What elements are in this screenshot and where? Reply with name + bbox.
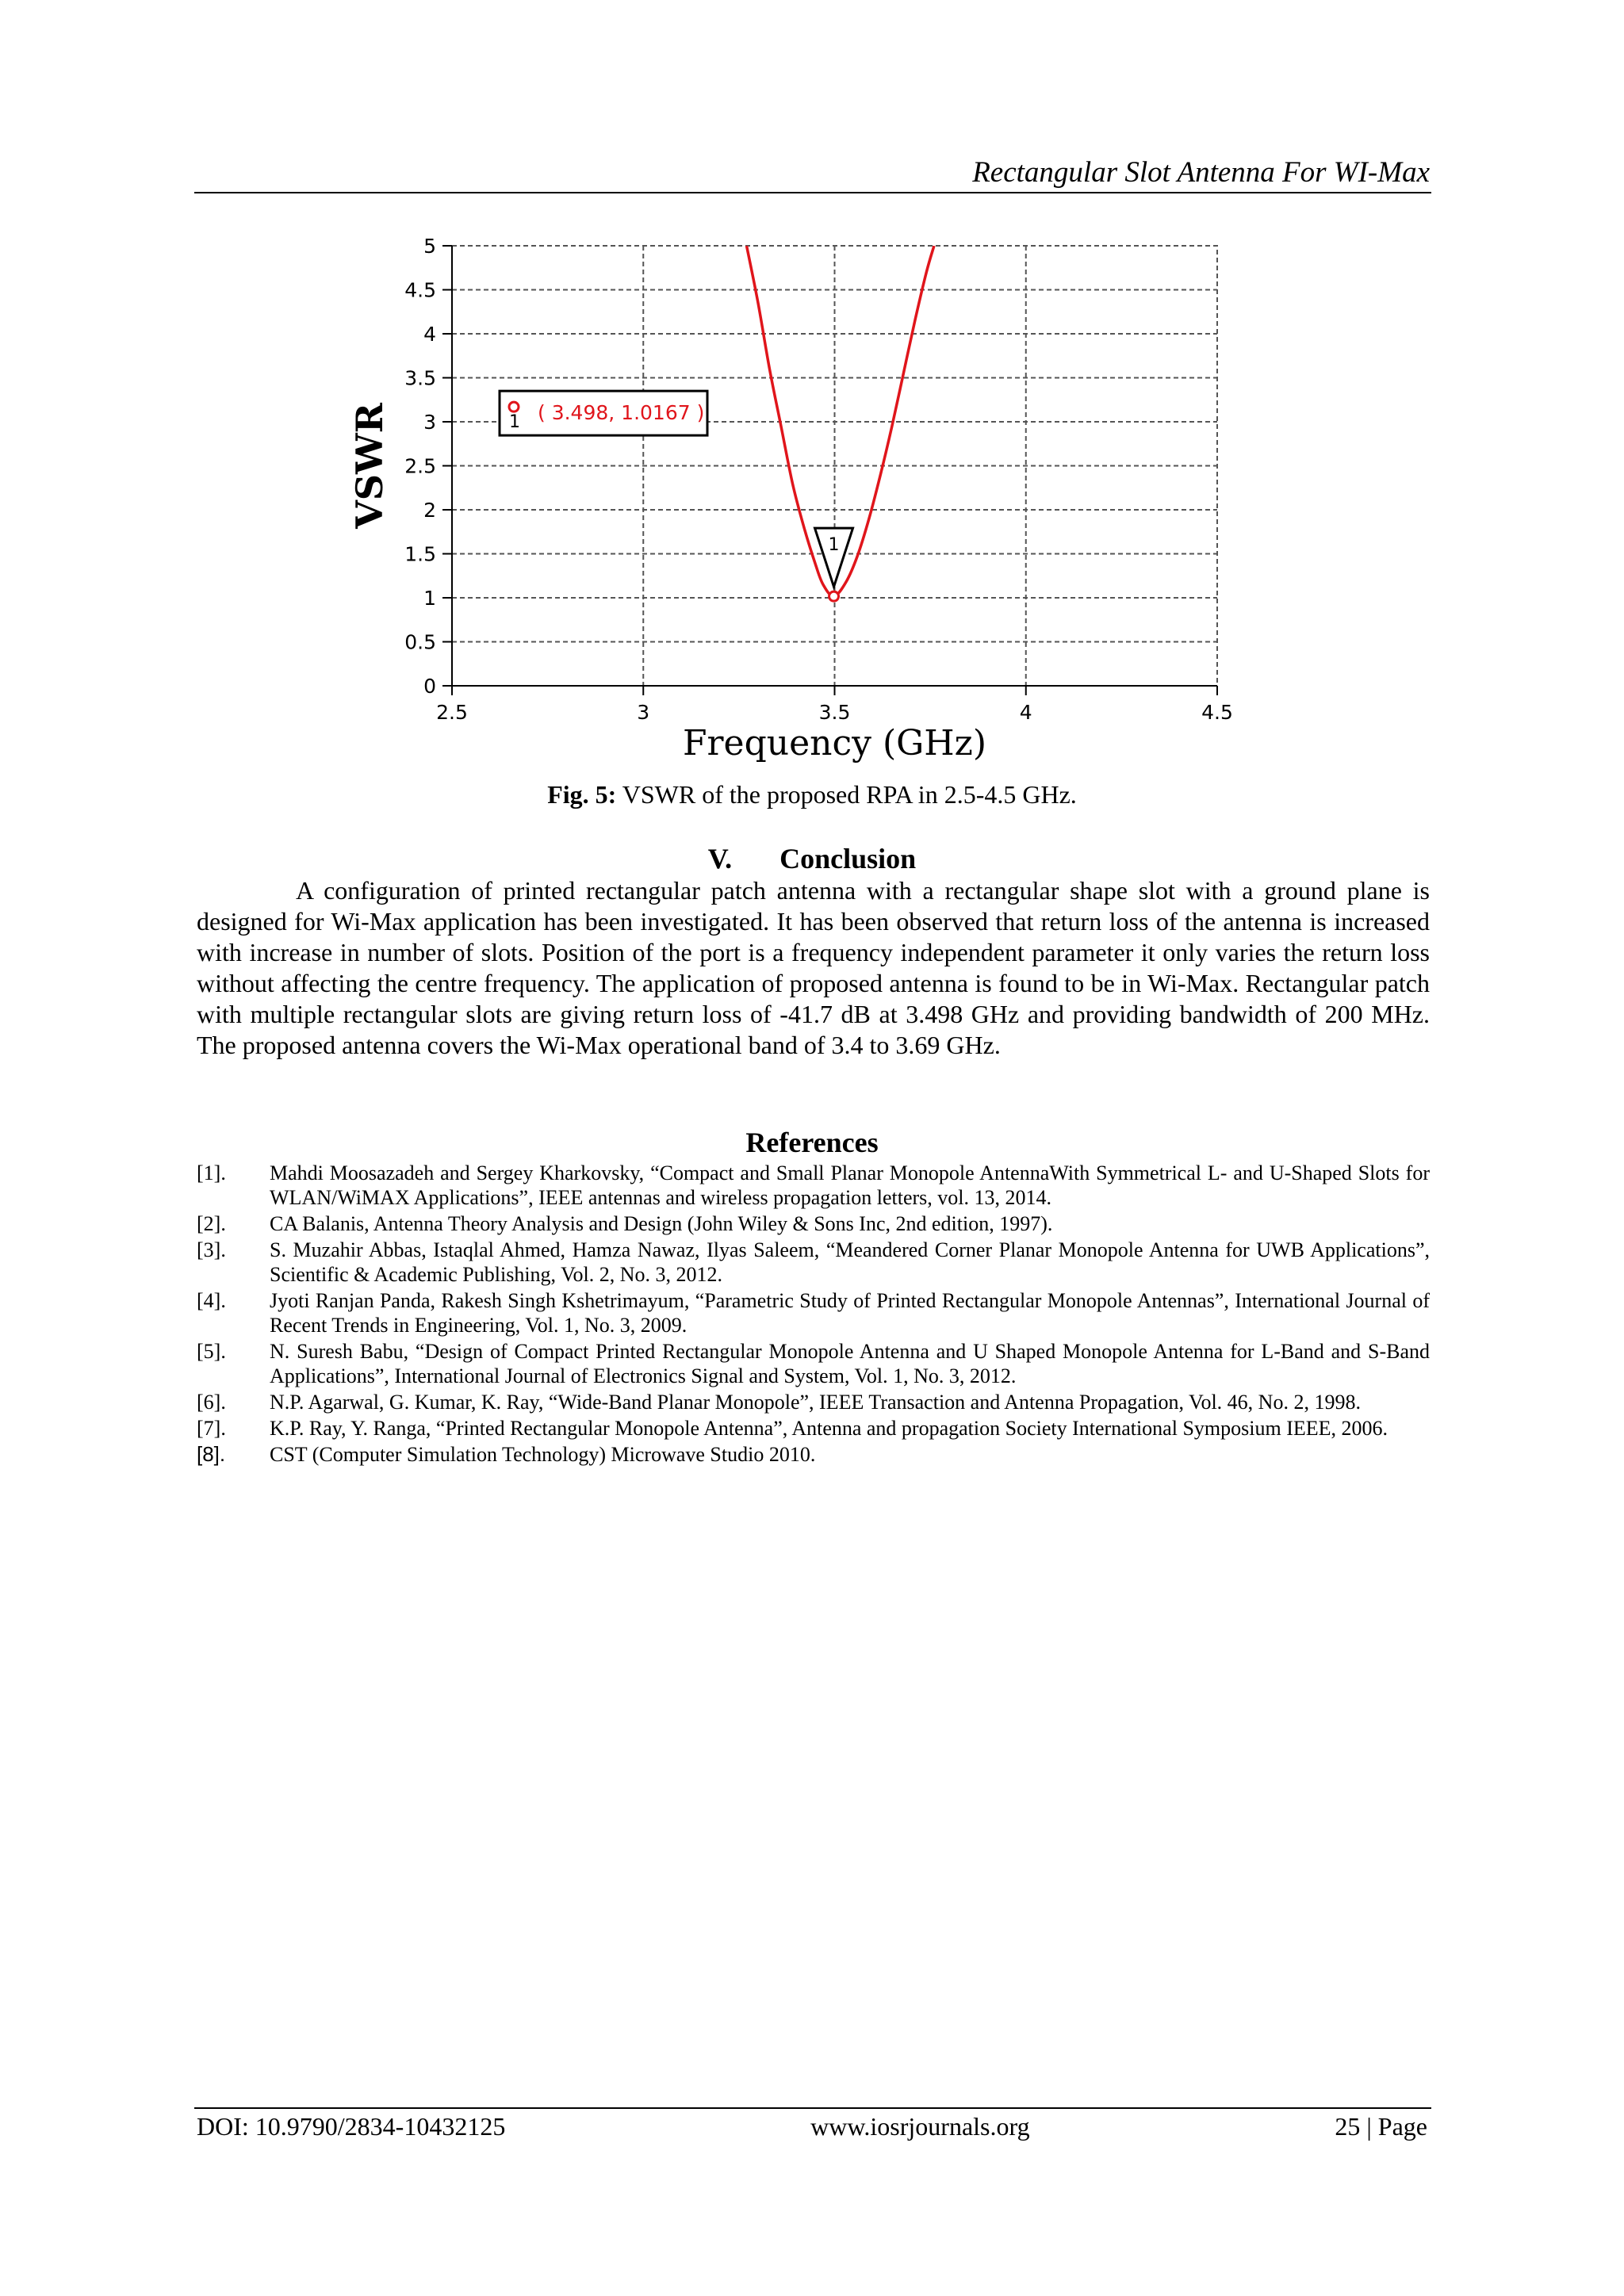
header-rule	[194, 192, 1431, 193]
figure-caption	[0, 780, 1624, 809]
section-title: Conclusion	[779, 843, 917, 874]
reference-text: CA Balanis, Antenna Theory Analysis and Design (John Wiley & Sons Inc, 2nd edition, 1997).	[270, 1212, 1053, 1235]
y-tick-label: 3.5	[404, 366, 436, 390]
section-heading-conclusion	[0, 842, 1624, 875]
reference-number: [3].	[197, 1238, 226, 1261]
readout-marker-icon	[509, 402, 519, 411]
footer-site: www.iosrjournals.org	[810, 2112, 1030, 2141]
footer-rule	[194, 2107, 1431, 2109]
reference-item	[197, 1211, 1430, 1236]
x-tick-label: 4	[1019, 701, 1032, 724]
reference-text: N.P. Agarwal, G. Kumar, K. Ray, “Wide-Band Planar Monopole”, IEEE Transaction and Antenna Propagation, Vol. 46, No. 2, 1998.	[270, 1391, 1361, 1414]
reference-number: [1].	[197, 1161, 226, 1184]
y-axis-label: VSWR	[348, 403, 391, 529]
y-tick-label: 0.5	[404, 630, 436, 654]
y-tick-label: 2	[423, 499, 436, 522]
references-list	[197, 1161, 1430, 1468]
marker-id: 1	[828, 535, 840, 556]
figure-caption-text: VSWR of the proposed RPA in 2.5-4.5 GHz.	[616, 780, 1077, 809]
figure-caption-label: Fig. 5:	[547, 780, 617, 809]
reference-item	[197, 1161, 1430, 1210]
y-tick-label: 2.5	[404, 454, 436, 478]
y-tick-label: 5	[423, 235, 436, 258]
x-tick-label: 4.5	[1201, 701, 1233, 724]
references-heading: References	[745, 1127, 879, 1158]
page-footer	[197, 2112, 1427, 2141]
y-tick-label: 3	[423, 411, 436, 434]
y-tick-label: 4.5	[404, 278, 436, 302]
marker-readout-label: ( 3.498, 1.0167 )	[538, 401, 705, 425]
y-tick-label: 1	[423, 587, 436, 610]
reference-number: [6].	[197, 1391, 226, 1414]
vswr-chart	[341, 222, 1277, 777]
reference-text: Jyoti Ranjan Panda, Rakesh Singh Kshetrimayum, “Parametric Study of Printed Rectangular Monopole Antennas”, International Journal of Recent Trends in Engineering, Vol. 1, No. 3, 2009.	[270, 1289, 1430, 1337]
reference-text: CST (Computer Simulation Technology) Microwave Studio 2010.	[270, 1443, 816, 1466]
chart-grid	[452, 246, 1217, 686]
footer-doi: DOI: 10.9790/2834-10432125	[197, 2112, 506, 2141]
reference-number: [7].	[197, 1417, 226, 1440]
reference-number: [5].	[197, 1340, 226, 1363]
reference-item	[197, 1288, 1430, 1337]
marker-point	[829, 591, 839, 601]
reference-item	[197, 1416, 1430, 1441]
reference-number: [8].	[197, 1442, 226, 1466]
reference-number: [4].	[197, 1289, 226, 1312]
reference-number: [2].	[197, 1212, 226, 1235]
x-tick-label: 3.5	[818, 701, 851, 724]
y-tick-label: 4	[423, 323, 436, 346]
reference-item	[197, 1390, 1430, 1414]
reference-text: K.P. Ray, Y. Ranga, “Printed Rectangular Monopole Antenna”, Antenna and propagation Society International Symposium IEEE, 2006.	[270, 1417, 1388, 1440]
readout-marker-id: 1	[509, 412, 520, 433]
x-tick-label: 2.5	[436, 701, 468, 724]
footer-page-number: 25 | Page	[1335, 2112, 1427, 2141]
section-number: V.	[707, 843, 733, 874]
y-tick-label: 0	[423, 675, 436, 698]
x-tick-label: 3	[637, 701, 650, 724]
y-tick-label: 1.5	[404, 542, 436, 566]
reference-item	[197, 1442, 1430, 1467]
reference-text: N. Suresh Babu, “Design of Compact Printed Rectangular Monopole Antenna and U Shaped Monopole Antenna for L-Band and S-Band Applications”, International Journal of Electronics Signal and System, Vol. 1, No. 3, 2012.	[270, 1340, 1430, 1387]
reference-item	[197, 1238, 1430, 1287]
reference-text: Mahdi Moosazadeh and Sergey Kharkovsky, “Compact and Small Planar Monopole AntennaWith Symmetrical L- and U-Shaped Slots for WLAN/WiMAX Applications”, IEEE antennas and wireless propagation letters, vol. 13, 2014.	[270, 1161, 1430, 1209]
running-title: Rectangular Slot Antenna For WI-Max	[972, 156, 1430, 189]
reference-item	[197, 1339, 1430, 1388]
x-axis-label: Frequency (GHz)	[682, 723, 987, 763]
conclusion-paragraph: A configuration of printed rectangular patch antenna with a rectangular shape slot with a ground plane is designed for Wi-Max application has been investigated. It has been observed that return loss of the antenna is increased with increase in number of slots. Position of the port is a frequency independent parameter it only varies the return loss without affecting the centre frequency. The application of proposed antenna is found to be in Wi-Max. Rectangular patch with multiple rectangular slots are giving return loss of -41.7 dB at 3.498 GHz and providing bandwidth of 200 MHz. The proposed antenna covers the Wi-Max operational band of 3.4 to 3.69 GHz.	[197, 876, 1430, 1059]
reference-text: S. Muzahir Abbas, Istaqlal Ahmed, Hamza Nawaz, Ilyas Saleem, “Meandered Corner Planar Monopole Antenna for UWB Applications”, Scientific & Academic Publishing, Vol. 2, No. 3, 2012.	[270, 1238, 1430, 1286]
